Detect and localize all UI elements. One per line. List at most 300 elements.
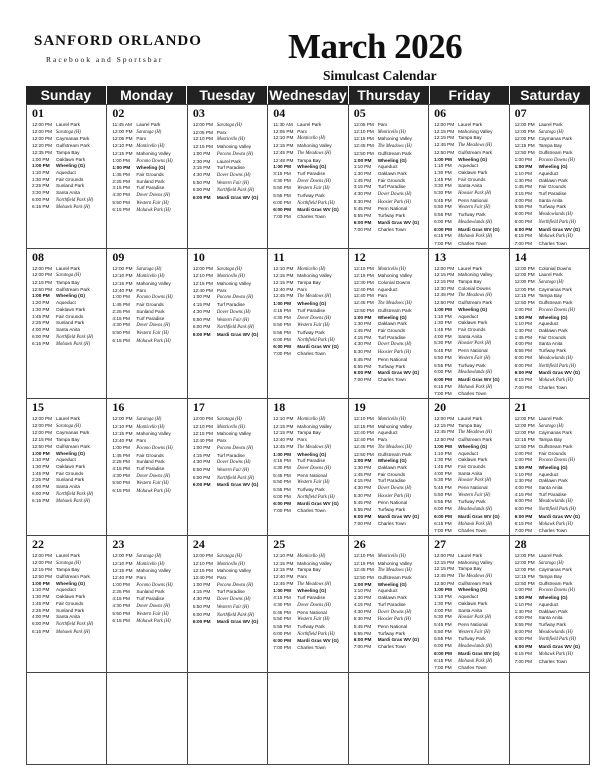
track-name: Pocono Downs (H) — [216, 582, 254, 588]
race-entry — [354, 287, 428, 294]
track-name: Santa Anita — [56, 190, 80, 196]
race-entry — [434, 300, 508, 307]
race-entry — [112, 192, 186, 200]
track-name: Western Fair (H) — [216, 467, 249, 473]
race-entry — [434, 363, 508, 370]
race-entry — [515, 437, 589, 444]
track-name: Mahoning Valley — [136, 281, 171, 287]
race-entry — [32, 334, 106, 342]
race-entry — [273, 479, 347, 487]
track-name: Parx — [216, 129, 227, 135]
race-entry — [434, 314, 508, 321]
track-name: Wheeling (G) — [297, 588, 327, 594]
race-entry — [434, 658, 508, 666]
track-name: Turf Paradise — [216, 165, 245, 171]
track-name: Fair Grounds — [377, 471, 406, 477]
race-entry — [32, 457, 106, 464]
race-entry — [515, 451, 589, 458]
track-name: Tampa Bay — [56, 437, 80, 443]
track-name: Santa Anita — [458, 333, 483, 339]
race-entry — [515, 198, 589, 205]
post-time: 7:00 PM — [353, 376, 372, 382]
post-time: 1:30 PM — [514, 327, 533, 333]
post-time: 7:00 PM — [273, 645, 291, 651]
post-time: 6:15 PM — [32, 498, 50, 504]
post-time: 12:00 PM — [434, 552, 455, 558]
post-time: 12:10 PM — [273, 135, 294, 141]
post-time: 7:00 PM — [514, 384, 533, 390]
post-time: 12:15 PM — [112, 150, 133, 156]
post-time: 12:45 PM — [273, 443, 294, 449]
post-time: 5:55 PM — [514, 348, 533, 354]
track-name: Oaklawn Park — [458, 600, 488, 606]
race-entry — [515, 328, 589, 335]
track-name: Tampa Bay — [538, 437, 563, 443]
track-name: Aqueduct — [458, 163, 478, 169]
post-time: 12:15 PM — [353, 423, 374, 429]
post-time: 6:00 PM — [434, 376, 452, 382]
post-time: 6:15 PM — [514, 650, 533, 656]
track-name: Dover Downs (H) — [297, 465, 331, 471]
race-entry — [434, 451, 508, 458]
race-entry — [32, 423, 106, 431]
post-time: 6:00 PM — [273, 344, 291, 350]
post-time: 6:00 PM — [273, 493, 291, 499]
track-name: Monticello (H) — [136, 561, 165, 567]
post-time: 5:55 PM — [273, 329, 291, 335]
post-time: 12:00 PM — [514, 416, 535, 422]
race-entry — [434, 437, 508, 444]
race-entry — [515, 370, 589, 377]
post-time: 12:50 PM — [514, 443, 535, 449]
post-time: 12:00 PM — [112, 552, 133, 558]
post-time: 6:00 PM — [192, 482, 211, 488]
track-name: Pocono Downs (H) — [216, 295, 254, 301]
track-name: Mohawk Park (H) — [538, 234, 573, 240]
track-name: Turf Paradise — [136, 465, 165, 471]
race-entry — [515, 136, 589, 143]
calendar-day-cell — [27, 399, 107, 536]
track-name: Parx — [216, 287, 227, 293]
race-entry — [515, 266, 589, 273]
track-name: Penn National — [377, 356, 408, 362]
calendar-day-cell — [429, 399, 509, 536]
race-entry — [354, 416, 428, 424]
track-name: Charles Town — [538, 240, 567, 246]
race-entry — [193, 604, 267, 612]
track-name: Meadowlands (H) — [538, 499, 573, 505]
track-name: Mohawk Park (H) — [136, 208, 171, 214]
race-entry — [515, 457, 589, 465]
track-name: Turf Paradise — [377, 184, 406, 190]
post-time: 1:10 PM — [514, 601, 533, 607]
track-name: Caymanas Park — [538, 430, 572, 436]
post-time: 1:00 PM — [353, 581, 372, 587]
race-entry — [32, 129, 106, 137]
weekday-monday: Monday — [107, 86, 188, 104]
track-name: Turfway Park — [377, 507, 406, 513]
race-entry — [273, 351, 347, 358]
race-entry — [32, 416, 106, 423]
track-name: Turfway Park — [297, 329, 325, 335]
post-time: 12:15 PM — [112, 431, 133, 437]
track-name: Parx — [297, 574, 307, 580]
track-name: Meadowlands (H) — [538, 212, 573, 218]
race-entry — [354, 293, 428, 300]
track-name: Northfield Park (H) — [216, 325, 255, 331]
race-entry — [32, 608, 106, 615]
race-entry — [32, 143, 106, 150]
post-time: 5:30 PM — [353, 492, 372, 498]
race-entry — [354, 220, 428, 227]
track-name: Mohawk Park (H) — [136, 338, 171, 344]
post-time: 1:45 PM — [112, 452, 130, 458]
post-time: 12:05 PM — [353, 122, 374, 127]
race-entry — [32, 553, 106, 560]
track-name: Turfway Park — [377, 363, 406, 369]
track-name: Dover Downs (H) — [216, 597, 251, 603]
post-time: 6:00 PM — [514, 636, 533, 642]
race-entry — [434, 369, 508, 377]
post-time: 12:15 PM — [434, 566, 455, 572]
track-name: Caymanas Park — [538, 286, 572, 292]
post-time: 4:00 PM — [32, 484, 50, 490]
post-time: 4:15 PM — [273, 458, 291, 464]
track-name: Turfway Park — [297, 487, 325, 493]
post-time: 1:00 PM — [514, 587, 533, 593]
race-entry — [515, 150, 589, 157]
post-time: 12:00 PM — [112, 416, 133, 422]
post-time: 4:15 PM — [273, 307, 291, 313]
race-entry — [112, 568, 186, 575]
race-entry — [193, 582, 267, 590]
track-name: Pocono Downs (H) — [136, 582, 173, 588]
post-time: 12:45 PM — [434, 429, 455, 435]
post-time: 12:30 PM — [353, 280, 374, 286]
track-name: The Meadows (H) — [458, 293, 492, 299]
track-name: Northfield Park (H) — [216, 612, 255, 618]
track-name: The Meadows (H) — [377, 444, 412, 450]
post-time: 12:10 PM — [273, 552, 294, 558]
race-entry — [515, 241, 589, 248]
race-entry — [354, 437, 428, 444]
track-name: Turfway Park — [538, 348, 566, 354]
track-name: Western Fair (H) — [297, 323, 330, 329]
track-name: Parx — [377, 293, 388, 299]
race-entry — [515, 272, 589, 279]
track-name: Monticello (H) — [136, 274, 165, 280]
post-time: 4:30 PM — [353, 485, 372, 491]
post-time: 12:00 PM — [32, 552, 53, 558]
race-entry — [354, 567, 428, 575]
calendar-day-cell — [349, 673, 429, 765]
race-entry — [273, 150, 347, 158]
race-entry — [354, 349, 428, 357]
post-time: 12:00 PM — [514, 567, 535, 573]
post-time: 12:10 PM — [353, 552, 374, 558]
race-entry — [32, 629, 106, 637]
race-entry — [434, 157, 508, 164]
track-name: Fair Grounds — [136, 452, 164, 458]
track-name: Oaklawn Park — [458, 320, 488, 326]
post-time: 12:10 PM — [112, 273, 133, 279]
race-entry — [273, 588, 347, 595]
post-time: 6:00 PM — [273, 630, 291, 636]
track-name: Caymanas Park — [56, 136, 90, 142]
calendar-day-cell — [188, 536, 268, 673]
race-entry — [193, 482, 267, 489]
day-number: 07 — [514, 106, 527, 120]
race-entry — [354, 485, 428, 493]
race-entry — [515, 157, 589, 165]
post-time: 1:10 PM — [434, 313, 452, 319]
track-name: Mahoning Valley — [377, 560, 413, 566]
track-name: Sunland Park — [136, 308, 165, 314]
race-entry — [32, 150, 106, 157]
post-time: 12:00 PM — [514, 265, 535, 271]
race-entry — [193, 445, 267, 453]
logo-tagline: Racebook and Sportsbar — [46, 55, 164, 64]
race-entry — [273, 610, 347, 617]
track-name: Mardi Gras WV (G) — [538, 513, 580, 519]
post-time: 12:10 PM — [192, 136, 213, 142]
post-time: 12:30 PM — [434, 285, 455, 291]
race-entry — [354, 609, 428, 617]
race-entry — [112, 488, 186, 496]
post-time: 4:30 PM — [112, 602, 130, 608]
post-time: 5:50 PM — [434, 354, 452, 360]
track-name: Mardi Gras WV (G) — [458, 226, 500, 232]
race-entry — [515, 171, 589, 178]
calendar-day-cell — [107, 536, 187, 673]
race-entry — [434, 416, 508, 423]
post-time: 12:00 PM — [32, 272, 53, 278]
post-time: 6:15 PM — [112, 488, 130, 494]
track-name: Fair Grounds — [458, 326, 486, 332]
day-number: 05 — [353, 106, 366, 120]
race-entry — [515, 143, 589, 150]
race-entry — [434, 292, 508, 300]
post-time: 1:00 PM — [32, 580, 50, 586]
post-time: 1:45 PM — [434, 176, 452, 182]
track-name: Western Fair (H) — [297, 186, 330, 192]
track-name: Oaklawn Park — [377, 464, 407, 470]
race-entry — [273, 501, 347, 508]
race-entry — [273, 164, 347, 171]
race-entry — [32, 287, 106, 294]
calendar-day-cell — [188, 105, 268, 249]
track-name: Mardi Gras WV (G) — [377, 370, 420, 376]
track-name: Turf Paradise — [136, 596, 165, 602]
post-time: 4:00 PM — [514, 615, 533, 621]
race-entry — [32, 437, 106, 444]
track-name: Santa Anita — [538, 615, 563, 621]
track-name: Mardi Gras WV (G) — [297, 501, 339, 507]
post-time: 5:50 PM — [192, 603, 211, 609]
post-time: 5:50 PM — [434, 491, 452, 497]
track-name: Fair Grounds — [458, 463, 486, 469]
race-entry — [273, 322, 347, 330]
track-name: Aqueduct — [538, 471, 559, 477]
track-name: The Meadows (H) — [377, 568, 412, 574]
race-entry — [193, 416, 267, 424]
track-name: Charles Town — [458, 528, 487, 534]
race-entry — [32, 136, 106, 143]
post-time: 11:30 AM — [273, 122, 293, 127]
track-name: Western Fair (H) — [136, 481, 169, 487]
race-entry — [193, 453, 267, 460]
calendar-grid — [26, 104, 590, 765]
post-time: 12:40 PM — [192, 287, 213, 293]
track-name: Pocono Downs (H) — [538, 307, 575, 313]
race-entry — [32, 314, 106, 321]
race-entry — [112, 338, 186, 346]
post-time: 12:35 PM — [32, 149, 53, 155]
post-time: 1:00 PM — [112, 294, 130, 300]
track-name: Wheeling (G) — [538, 595, 568, 601]
track-name: Tampa Bay — [458, 422, 482, 428]
race-entry — [32, 594, 106, 601]
post-time: 12:15 PM — [32, 567, 53, 573]
post-time: 1:00 PM — [112, 581, 130, 587]
post-time: 6:00 PM — [434, 226, 452, 232]
post-time: 6:00 PM — [192, 195, 211, 201]
post-time: 12:15 PM — [353, 273, 374, 279]
race-entry — [354, 493, 428, 501]
track-name: Monticello (H) — [297, 136, 326, 142]
track-name: Pocono Downs (H) — [538, 458, 575, 464]
post-time: 1:00 PM — [32, 293, 50, 299]
track-name: Meadowlands (H) — [538, 355, 573, 361]
track-name: Mardi Gras WV (G) — [297, 638, 339, 644]
post-time: 7:00 PM — [353, 520, 372, 526]
post-time: 12:45 PM — [434, 292, 455, 298]
track-name: Saratoga (H) — [538, 280, 564, 286]
post-time: 5:55 PM — [353, 630, 372, 636]
race-entry — [32, 307, 106, 314]
post-time: 12:10 PM — [192, 423, 213, 429]
race-entry — [273, 487, 347, 494]
post-time: 5:55 PM — [434, 636, 452, 642]
track-name: Charles Town — [297, 645, 326, 651]
track-name: Mohawk Park (H) — [538, 377, 573, 383]
race-entry — [273, 444, 347, 452]
post-time: 1:10 PM — [32, 587, 50, 593]
track-name: Tampa Bay — [458, 566, 482, 572]
race-entry — [434, 629, 508, 637]
post-time: 1:00 PM — [273, 301, 291, 307]
track-name: Western Fair (H) — [136, 611, 169, 617]
track-name: Mohawk Park (H) — [458, 384, 493, 390]
race-entry — [32, 587, 106, 594]
race-entry — [515, 629, 589, 637]
race-entry — [193, 130, 267, 137]
post-time: 1:30 PM — [32, 306, 50, 312]
race-entry — [434, 286, 508, 293]
day-number: 26 — [353, 536, 366, 551]
race-entry — [354, 624, 428, 631]
weekday-sunday: Sunday — [26, 86, 107, 104]
track-name: Laurel Park — [56, 265, 80, 271]
post-time: 3:15 PM — [112, 185, 130, 191]
track-name: Mahoning Valley — [297, 560, 332, 566]
race-entry — [193, 195, 267, 202]
track-name: Santa Anita — [56, 484, 80, 490]
calendar-day-cell — [349, 399, 429, 536]
race-entry — [112, 207, 186, 215]
track-name: Tampa Bay — [56, 567, 80, 573]
post-time: 4:30 PM — [112, 472, 130, 478]
post-time: 4:15 PM — [112, 465, 130, 471]
race-entry — [515, 506, 589, 514]
day-number: 14 — [514, 249, 527, 264]
weekday-friday: Friday — [430, 86, 511, 104]
track-name: Turf Paradise — [216, 452, 245, 458]
post-time: 1:10 PM — [434, 594, 452, 600]
track-name: Wheeling (G) — [538, 314, 568, 320]
post-time: 4:15 PM — [112, 596, 130, 602]
race-entry — [273, 193, 347, 200]
calendar-day-cell — [268, 249, 348, 399]
race-entry — [193, 266, 267, 274]
race-entry — [273, 416, 347, 424]
calendar-day-cell — [27, 536, 107, 673]
post-time: 6:15 PM — [112, 207, 130, 213]
post-time: 12:20 PM — [32, 143, 53, 149]
track-name: Oaklawn Park — [377, 321, 407, 327]
track-name: Fair Grounds — [538, 184, 566, 190]
track-name: Gulfstream Park — [538, 300, 573, 306]
race-entry — [515, 553, 589, 560]
track-name: Mardi Gras WV (G) — [216, 331, 259, 337]
track-name: Hoosier Park (H) — [458, 615, 492, 621]
race-entry — [193, 309, 267, 317]
track-name: Charles Town — [377, 644, 407, 650]
race-entry — [273, 424, 347, 431]
post-time: 4:30 PM — [273, 601, 291, 607]
track-name: Laurel Park — [56, 552, 80, 558]
track-name: Mahoning Valley — [377, 423, 413, 429]
race-entry — [32, 266, 106, 273]
track-name: Santa Anita — [458, 607, 483, 613]
race-entry — [354, 465, 428, 472]
race-entry — [434, 348, 508, 355]
race-entry — [354, 357, 428, 364]
post-time: 4:15 PM — [353, 334, 372, 340]
track-name: Sunland Park — [56, 320, 85, 326]
post-time: 1:45 PM — [514, 184, 533, 190]
race-entry — [193, 180, 267, 188]
post-time: 1:00 PM — [514, 164, 533, 170]
track-name: Aqueduct — [538, 321, 559, 327]
post-time: 7:00 PM — [514, 528, 533, 534]
post-time: 12:10 PM — [273, 265, 294, 271]
post-time: 4:15 PM — [514, 491, 533, 497]
race-entry — [515, 377, 589, 385]
race-entry — [515, 122, 589, 129]
race-entry — [354, 213, 428, 220]
race-entry — [32, 183, 106, 190]
track-name: Gulfstream Park — [377, 451, 412, 457]
track-name: Mohawk Park (H) — [56, 342, 91, 348]
post-time: 12:45 PM — [273, 149, 294, 155]
post-time: 1:10 PM — [353, 588, 372, 594]
post-time: 6:15 PM — [434, 383, 452, 389]
track-name: Northfield Park (H) — [216, 475, 255, 481]
track-name: Northfield Park (H) — [56, 491, 94, 497]
race-entry — [354, 308, 428, 315]
post-time: 12:45 PM — [353, 567, 374, 573]
